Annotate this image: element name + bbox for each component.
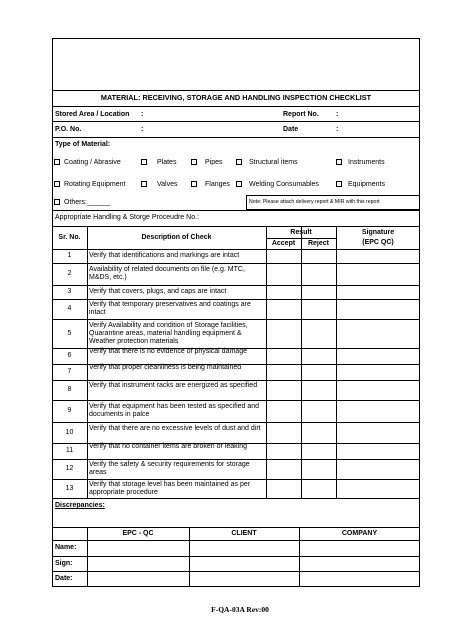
signature-cell[interactable] [337,320,419,347]
signoff-column-header: CLIENT [231,530,257,537]
row-number: 7 [67,368,72,375]
row-number: 10 [65,428,74,436]
check-description: Verify the safety & security requirements for storage areas [89,461,250,476]
checkbox-equipments[interactable] [336,181,342,187]
signoff-field[interactable] [190,557,298,570]
row-number: 13 [65,484,74,492]
divider [52,527,420,528]
signoff-field[interactable] [300,572,419,586]
accept-cell[interactable] [267,300,300,318]
signature-cell[interactable] [337,423,419,442]
row-number: 4 [67,305,72,312]
signoff-row-label: Date: [55,575,73,582]
accept-cell[interactable] [267,401,300,421]
material-option: Coating / Abrasive [64,159,121,166]
signoff-field[interactable] [88,572,188,586]
material-option: Valves [157,181,178,188]
checkbox-others[interactable] [54,199,60,205]
type-of-material-label: Type of Material: [55,141,111,148]
signoff-row-label: Name: [55,544,77,551]
checkbox-valves[interactable] [141,181,147,187]
check-description: Verify that there are no excessive levels of dust and dirt [89,424,261,432]
reject-cell[interactable] [302,365,335,379]
colon: : [336,111,339,118]
checkbox-welding[interactable] [236,181,242,187]
signature-cell[interactable] [337,480,419,497]
material-option: Equipments [348,181,385,188]
material-option: Welding Consumables [249,181,319,188]
signature-cell[interactable] [337,300,419,318]
row-number: 2 [67,270,72,277]
signoff-column-header: EPC - QC [122,530,154,537]
colon: : [336,126,339,133]
checkbox-pipes[interactable] [191,159,197,165]
reject-cell[interactable] [302,381,335,399]
reject-cell[interactable] [302,349,335,363]
row-number: 6 [67,352,72,359]
check-description: Verify that identifications and markings are intact [89,252,240,259]
check-description: Verify Availability and condition of Storage facilities, Quarantine areas, material handling equipment & Weather protection materials [89,321,248,345]
check-description: Verify that proper cleanliness is being maintained [89,364,242,371]
divider [52,210,420,211]
row-number: 5 [67,329,72,337]
reject-cell[interactable] [302,460,335,478]
accept-cell[interactable] [267,250,300,262]
accept-cell[interactable] [267,444,300,458]
material-option: Rotating Equipment [64,181,126,188]
colon: : [141,126,144,133]
checkbox-plates[interactable] [141,159,147,165]
accept-cell[interactable] [267,349,300,363]
po-no-label: P.O. No. [55,126,82,133]
reject-cell[interactable] [302,300,335,318]
signature-cell[interactable] [337,381,419,399]
signature-cell[interactable] [337,349,419,363]
check-description: Verify that equipment has been tested as specified and documents in palce [89,403,260,418]
signoff-row-label: Sign: [55,559,73,567]
reject-cell[interactable] [302,264,335,284]
table-column-line [87,226,88,498]
checkbox-instruments[interactable] [336,159,342,165]
reject-cell[interactable] [302,250,335,262]
signoff-column-header: COMPANY [341,530,378,537]
check-description: Verify that there is no evidence of physical damage [89,348,247,355]
accept-cell[interactable] [267,264,300,284]
date-label: Date [283,126,299,133]
note-text: Note: Please attach delivery report & MIR with this report [249,199,380,205]
result-header: Result [290,229,312,236]
divider [52,226,420,227]
signature-cell[interactable] [337,401,419,421]
description-header: Description of Check [141,234,212,241]
divider [52,137,420,138]
row-number: 9 [67,407,72,414]
row-number: 1 [67,252,72,259]
accept-cell[interactable] [267,460,300,478]
signature-cell[interactable] [337,444,419,458]
form-title: MATERIAL: RECEIVING, STORAGE AND HANDLING INSPECTION CHECKLIST [100,93,372,102]
reject-cell[interactable] [302,320,335,347]
material-option: Instruments [348,159,385,166]
signature-cell[interactable] [337,460,419,478]
signoff-field[interactable] [88,557,188,570]
material-option: Flanges [205,181,230,188]
signature-cell[interactable] [337,250,419,262]
accept-cell[interactable] [267,423,300,442]
row-number: 12 [65,465,74,472]
check-description: Availability of related documents on file (e.g. MTC, M&DS, etc.) [89,266,245,281]
signature-cell[interactable] [337,286,419,298]
accept-cell[interactable] [267,320,300,347]
check-description: Verify that instrument racks are energized as specified [89,382,258,389]
signoff-field[interactable] [300,557,419,570]
accept-cell[interactable] [267,286,300,298]
material-option: Structural items [249,159,298,166]
reject-cell[interactable] [302,286,335,298]
row-number: 11 [65,447,74,454]
divider [52,90,420,91]
checkbox-flanges[interactable] [191,181,197,187]
signoff-field[interactable] [88,541,188,555]
signoff-field[interactable] [300,541,419,555]
reject-cell[interactable] [302,401,335,421]
signature-cell[interactable] [337,264,419,284]
result-subheader-line [266,238,336,239]
check-description: Verify that no container items are broken or leaking [89,443,247,450]
signature-subheader: (EPC QC) [362,239,394,246]
colon: : [141,111,144,118]
signature-header: Signature [361,229,395,236]
reject-header: Reject [307,240,329,247]
form-code: F-QA-03A Rev:00 [211,605,269,614]
reject-cell[interactable] [302,444,335,458]
stored-area-label: Stored Area / Location [55,111,130,118]
check-description: Verify that covers, plugs, and caps are intact [89,288,227,295]
checkbox-structural[interactable] [236,159,242,165]
accept-cell[interactable] [267,365,300,379]
divider [52,121,420,122]
check-description: Verify that storage level has been maintained as per appropriate procedure [89,480,251,496]
signoff-field[interactable] [190,541,298,555]
table-row-line [52,498,420,499]
checkbox-rotating[interactable] [54,181,60,187]
signature-cell[interactable] [337,365,419,379]
row-number: 8 [67,386,72,393]
accept-header: Accept [271,240,296,247]
signoff-field[interactable] [190,572,298,586]
reject-cell[interactable] [302,480,335,497]
accept-cell[interactable] [267,381,300,399]
discrepancies-label: Discrepancies: [55,502,105,509]
material-option: Plates [157,159,177,166]
accept-cell[interactable] [267,480,300,497]
others-field[interactable]: Others:______ [64,199,111,206]
sr-no-header: Sr. No. [58,234,81,241]
divider [52,106,420,107]
reject-cell[interactable] [302,423,335,442]
row-number: 3 [67,288,72,295]
material-option: Pipes [205,159,223,166]
procedure-label: Appropriate Handling & Storge Proceudre No.: [55,214,199,221]
check-description: Verify that temporary preservatives and coatings are intact [89,301,251,316]
checkbox-coating[interactable] [54,159,60,165]
report-no-label: Report No. [283,111,319,118]
